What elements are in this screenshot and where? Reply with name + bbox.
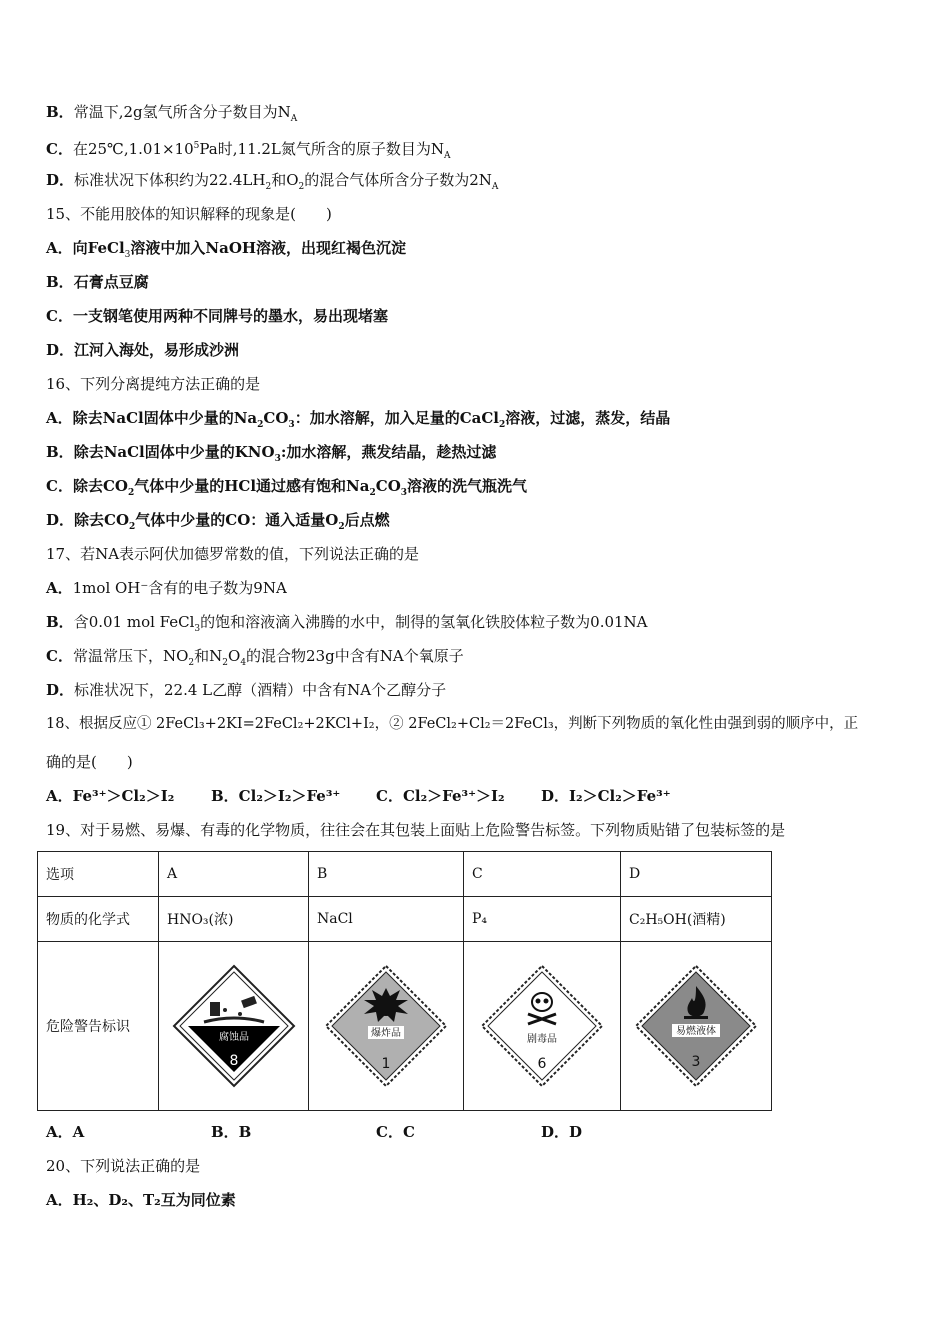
q18-option-c: C．Cl₂＞Fe³⁺＞I₂ [376, 787, 505, 805]
sign-cell-c [464, 942, 621, 1111]
q19-option-c: C．C [376, 1123, 415, 1141]
header-cell: C [464, 852, 621, 897]
header-cell: D [621, 852, 772, 897]
formula-cell: NaCl [309, 897, 464, 942]
explosive-sign [322, 962, 450, 1090]
sign-text: 腐蚀品 [218, 1032, 249, 1043]
q18-option-a: A．Fe³⁺＞Cl₂＞I₂ [46, 787, 175, 805]
q16-option-d: D．除去$CO_2$气体中少量的CO：通入适量$O_2$后点燃 [46, 511, 390, 532]
flammable-sign [632, 962, 760, 1090]
formula-cell: C₂H₅OH(酒精) [621, 897, 772, 942]
table-row [38, 942, 772, 1111]
q18-stem-line1: 18、根据反应① 2FeCl₃+2KI=2FeCl₂+2KCl+I₂，② 2FeCl₂+Cl₂＝2FeCl₃，判断下列物质的氧化性由强到弱的顺序中，正 [46, 716, 859, 732]
corrosive-sign [170, 962, 298, 1090]
sign-number: 6 [537, 1056, 547, 1072]
q19-option-b: B．B [211, 1123, 252, 1141]
q17-option-b: B．含0.01 mol FeCl$_3$的饱和溶液滴入沸腾的水中，制得的氢氧化铁胶体粒子数为0.01NA [46, 613, 648, 634]
q14-option-c: C．在$25℃,1.01\times 10^5Pa$时,11.2L氮气所含的原子数目为$N_A$ [46, 140, 451, 161]
table-row [38, 897, 772, 942]
table-row [38, 852, 772, 897]
header-cell: 选项 [38, 852, 159, 897]
sign-text: 爆炸品 [371, 1028, 401, 1039]
sign-cell-a [159, 942, 309, 1111]
q16-stem: 16、下列分离提纯方法正确的是 [46, 375, 261, 393]
sign-number: 3 [691, 1054, 701, 1070]
formula-label: 物质的化学式 [38, 897, 159, 942]
q20-stem: 20、下列说法正确的是 [46, 1157, 201, 1175]
sign-cell-b [309, 942, 464, 1111]
q17-option-d: D．标准状况下，22.4 L乙醇（酒精）中含有NA个乙醇分子 [46, 681, 447, 699]
sign-cell-d [621, 942, 772, 1111]
q15-option-b: B．石膏点豆腐 [46, 273, 149, 291]
sign-number: 8 [229, 1053, 238, 1069]
q19-option-d: D．D [541, 1123, 583, 1141]
q18-option-b: B．Cl₂＞I₂＞Fe³⁺ [211, 787, 341, 805]
q16-option-a: A．除去NaCl固体中少量的$Na_2CO_3$：加水溶解，加入足量的CaCl$_2$溶液，过滤，蒸发，结晶 [46, 409, 671, 430]
q20-option-a: A．H₂、D₂、T₂互为同位素 [46, 1191, 236, 1209]
formula-cell: P₄ [464, 897, 621, 942]
sign-number: 1 [381, 1056, 391, 1072]
q15-stem: 15、不能用胶体的知识解释的现象是( ) [46, 205, 332, 223]
q17-stem: 17、若NA表示阿伏加德罗常数的值，下列说法正确的是 [46, 545, 420, 563]
sign-text: 剧毒品 [527, 1034, 557, 1045]
q18-stem-line2: 确的是( ) [46, 753, 133, 771]
q17-option-c: C．常温常压下，$NO_2$和$N_2O_4$的混合物23g中含有NA个氧原子 [46, 647, 464, 668]
header-cell: A [159, 852, 309, 897]
q17-option-a: A．1mol OH⁻含有的电子数为9NA [46, 579, 287, 597]
q14-option-b: B．常温下,2g氢气所含分子数目为$N_A$ [46, 103, 298, 124]
q14-option-d: D．标准状况下体积约为$22.4LH_2$和$O_2$的混合气体所含分子数为$2N_A$ [46, 171, 499, 192]
sign-text: 易燃液体 [676, 1026, 716, 1037]
hazard-table [37, 851, 772, 1111]
q16-option-c: C．除去$CO_2$气体中少量的HCl通过感有饱和$Na_2CO_3$溶液的洗气瓶洗气 [46, 477, 528, 498]
q15-option-c: C．一支钢笔使用两种不同牌号的墨水，易出现堵塞 [46, 307, 388, 325]
toxic-sign [478, 962, 606, 1090]
q15-option-a: A．向FeCl$_3$溶液中加入NaOH溶液，出现红褐色沉淀 [46, 239, 407, 260]
q19-stem: 19、对于易燃、易爆、有毒的化学物质，往往会在其包装上面贴上危险警告标签。下列物质贴错了包装标签的是 [46, 821, 786, 839]
sign-label: 危险警告标识 [38, 942, 159, 1111]
q15-option-d: D．江河入海处，易形成沙洲 [46, 341, 240, 359]
formula-cell: HNO₃(浓) [159, 897, 309, 942]
q19-option-a: A．A [46, 1123, 85, 1141]
q18-option-d: D．I₂＞Cl₂＞Fe³⁺ [541, 787, 671, 805]
q16-option-b: B．除去NaCl固体中少量的$KNO_3$:加水溶解，燕发结晶，趁热过滤 [46, 443, 497, 464]
header-cell: B [309, 852, 464, 897]
